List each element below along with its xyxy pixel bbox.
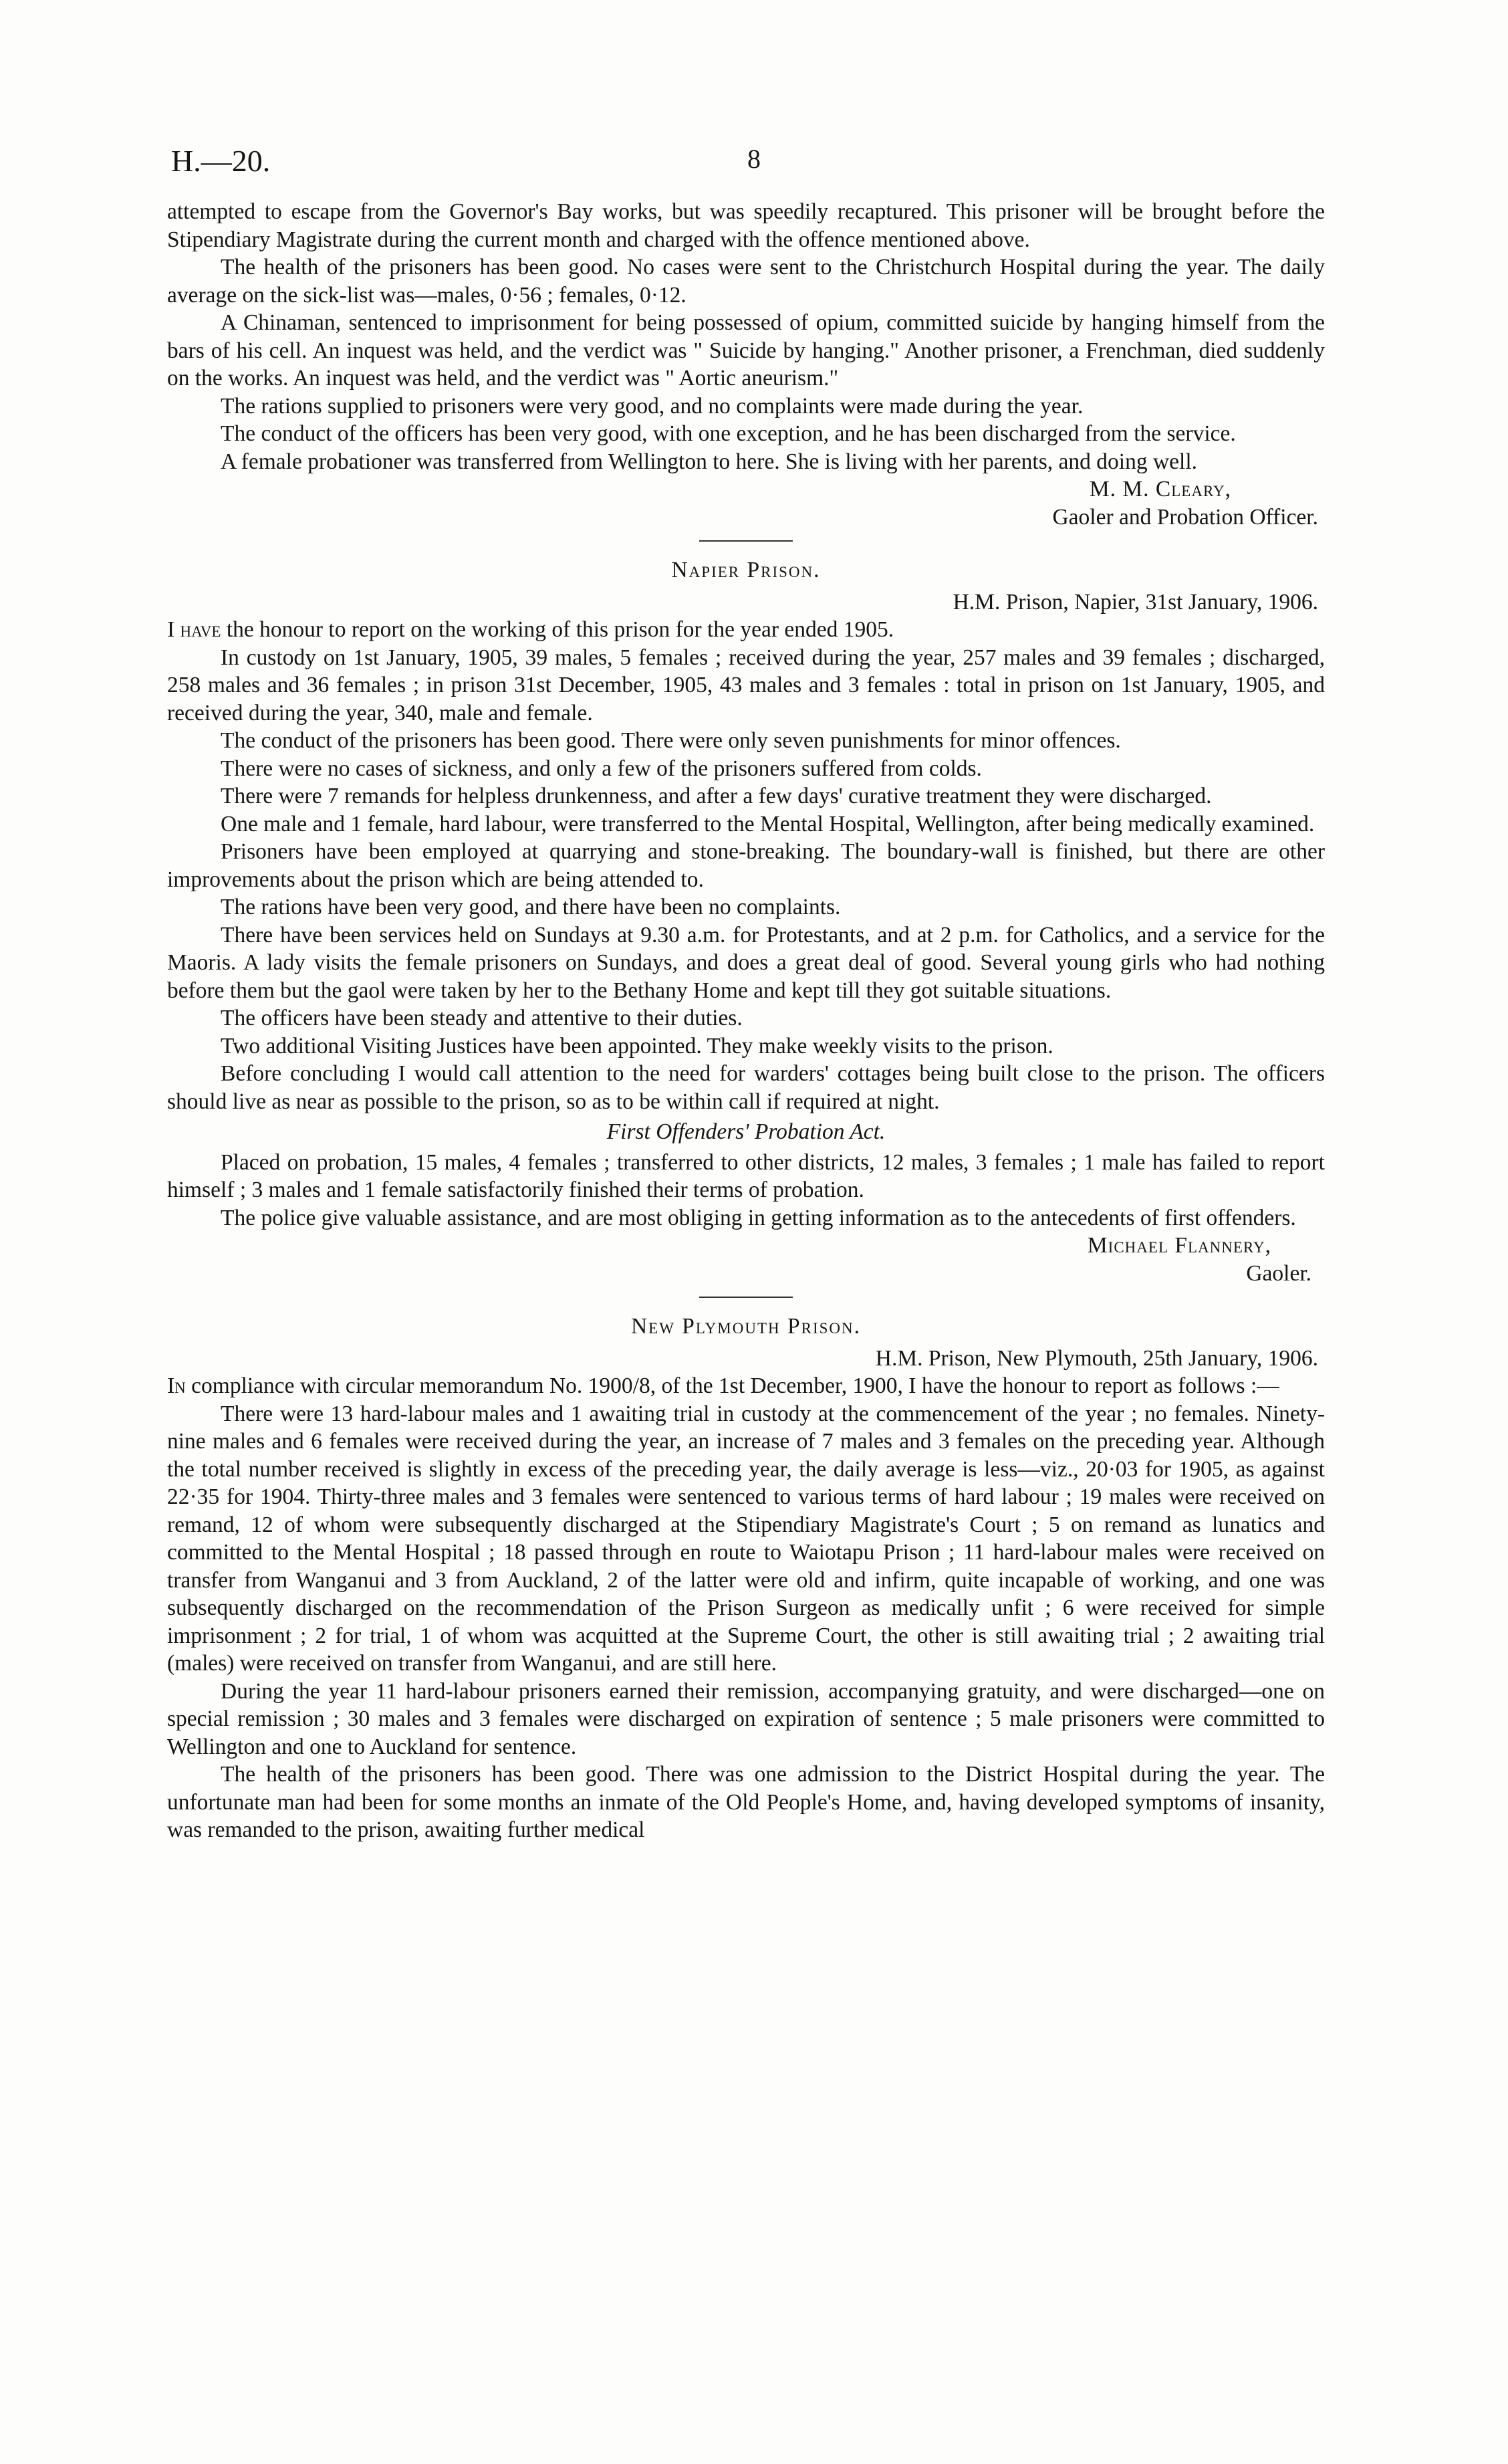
paragraph: Two additional Visiting Justices have been appointed. They make weekly visits to the prison. bbox=[221, 1033, 1053, 1058]
document-reference: H.—20. bbox=[171, 144, 271, 178]
signature-block bbox=[167, 475, 1325, 503]
paragraph: The rations have been very good, and there have been no complaints. bbox=[221, 895, 841, 919]
paragraph: Prisoners have been employed at quarrying and stone-breaking. The boundary-wall is finished, but there are other improvements about the prison which are being attended to. bbox=[167, 839, 1325, 892]
lead-words: In bbox=[167, 1373, 186, 1398]
paragraph: There were no cases of sickness, and only a few of the prisoners suffered from colds. bbox=[221, 756, 982, 781]
page-body bbox=[167, 198, 1325, 1844]
signatory-name: M. M. Cleary, bbox=[1089, 477, 1231, 501]
paragraph: There were 13 hard-labour males and 1 awaiting trial in custody at the commencement of the year ; no females. Ninety-nine males and 6 females were received during the year, an increase of 7 males and 3 females on the preceding year. Although the total number received is slightly in excess of the preceding year, the daily average is less—viz., 20·03 for 1905, as against 22·35 for 1904. Thirty-three males and 3 females were sentenced to various terms of hard labour ; 19 males were received on remand, 12 of whom were subsequently discharged at the Stipendiary Magistrate's Court ; 5 on remand as lunatics and committed to the Mental Hospital ; 18 passed through en route to Waiotapu Prison ; 11 hard-labour males were received on transfer from Wanganui and 3 from Auckland, 2 of the latter were old and infirm, quite incapable of working, and one was subsequently discharged on the recommendation of the Prison Surgeon as medically unfit ; 6 were received for simple imprisonment ; 2 for trial, 1 of whom was acquitted at the Supreme Court, the other is still awaiting trial ; 2 awaiting trial (males) were received on transfer from Wanganui, and are still here. bbox=[167, 1401, 1325, 1676]
paragraph: attempted to escape from the Governor's Bay works, but was speedily recaptured. This prisoner will be brought before the Stipendiary Magistrate during the current month and charged with the offence mentioned above. bbox=[167, 199, 1325, 252]
paragraph: A Chinaman, sentenced to imprisonment for being possessed of opium, committed suicide by hanging himself from the bars of his cell. An inquest was held, and the verdict was " Suicide by hanging." Another prisoner, a Frenchman, died suddenly on the works. An inquest was held, and the verdict was " Aortic aneurism." bbox=[167, 310, 1325, 390]
signature-block bbox=[167, 1232, 1325, 1260]
section-divider bbox=[699, 540, 793, 542]
paragraph: Before concluding I would call attention to the need for warders' cottages being built close to the prison. The officers should live as near as possible to the prison, so as to be within call if required at night. bbox=[167, 1061, 1325, 1114]
lead-words: I have bbox=[167, 617, 221, 642]
page-header bbox=[171, 143, 1337, 183]
paragraph: One male and 1 female, hard labour, were transferred to the Mental Hospital, Wellington, after being medically examined. bbox=[221, 811, 1315, 836]
paragraph: A female probationer was transferred from Wellington to here. She is living with her parents, and doing well. bbox=[221, 449, 1197, 474]
section-heading: New Plymouth Prison. bbox=[630, 1314, 862, 1339]
paragraph: The health of the prisoners has been good. There was one admission to the District Hospital during the year. The unfortunate man had been for some months an inmate of the Old People's Home, and, having developed symptoms of insanity, was remanded to the prison, awaiting further medical bbox=[167, 1762, 1325, 1842]
signature-title-block bbox=[167, 1260, 1325, 1288]
signatory-title: Gaoler and Probation Officer. bbox=[1052, 504, 1318, 530]
intro-text: compliance with circular memorandum No. 1900/8, of the 1st December, 1900, I have the honour to report as follows :— bbox=[185, 1373, 1279, 1398]
paragraph: Placed on probation, 15 males, 4 females ; transferred to other districts, 12 males, 3 females ; 1 male has failed to report himself ; 3 males and 1 female satisfactorily finished their terms of probation. bbox=[167, 1149, 1325, 1202]
signatory-title: Gaoler. bbox=[1246, 1260, 1311, 1286]
paragraph: The police give valuable assistance, and are most obliging in getting information as to the antecedents of first offenders. bbox=[221, 1205, 1296, 1230]
subheading: First Offenders' Probation Act. bbox=[606, 1119, 886, 1144]
paragraph: The health of the prisoners has been good. No cases were sent to the Christchurch Hospital during the year. The daily average on the sick-list was—males, 0·56 ; females, 0·12. bbox=[167, 255, 1325, 308]
paragraph: The officers have been steady and attentive to their duties. bbox=[221, 1006, 743, 1030]
signature-title-block bbox=[167, 503, 1325, 532]
section-divider bbox=[699, 1297, 793, 1298]
dateline: H.M. Prison, Napier, 31st January, 1906. bbox=[953, 589, 1318, 614]
paragraph: The rations supplied to prisoners were very good, and no complaints were made during the year. bbox=[221, 393, 1084, 419]
section-heading: Napier Prison. bbox=[671, 558, 821, 582]
signatory-name: Michael Flannery, bbox=[1087, 1233, 1271, 1258]
paragraph: There were 7 remands for helpless drunkenness, and after a few days' curative treatment they were discharged. bbox=[221, 784, 1212, 808]
dateline: H.M. Prison, New Plymouth, 25th January, 1906. bbox=[875, 1345, 1318, 1371]
paragraph: The conduct of the officers has been very good, with one exception, and he has been discharged from the service. bbox=[221, 421, 1236, 446]
intro-paragraph bbox=[167, 616, 1325, 644]
intro-paragraph bbox=[167, 1372, 1325, 1400]
intro-text: the honour to report on the working of this prison for the year ended 1905. bbox=[221, 617, 894, 642]
page-number: 8 bbox=[747, 144, 761, 174]
paragraph: There have been services held on Sundays at 9.30 a.m. for Protestants, and at 2 p.m. for Catholics, and a service for the Maoris. A lady visits the female prisoners on Sundays, and does a great deal of good. Several young girls who had nothing before them but the gaol were taken by her to the Bethany Home and kept till they got suitable situations. bbox=[167, 922, 1325, 1003]
paragraph: In custody on 1st January, 1905, 39 males, 5 females ; received during the year, 257 males and 39 females ; discharged, 258 males and 36 females ; in prison 31st December, 1905, 43 males and 3 females : total in prison on 1st January, 1905, and received during the year, 340, male and female. bbox=[167, 645, 1325, 725]
paragraph: The conduct of the prisoners has been good. There were only seven punishments for minor offences. bbox=[221, 728, 1121, 753]
paragraph: During the year 11 hard-labour prisoners earned their remission, accompanying gratuity, and were discharged—one on special remission ; 30 males and 3 females were discharged on expiration of sentence ; 5 male prisoners were committed to Wellington and one to Auckland for sentence. bbox=[167, 1678, 1325, 1759]
